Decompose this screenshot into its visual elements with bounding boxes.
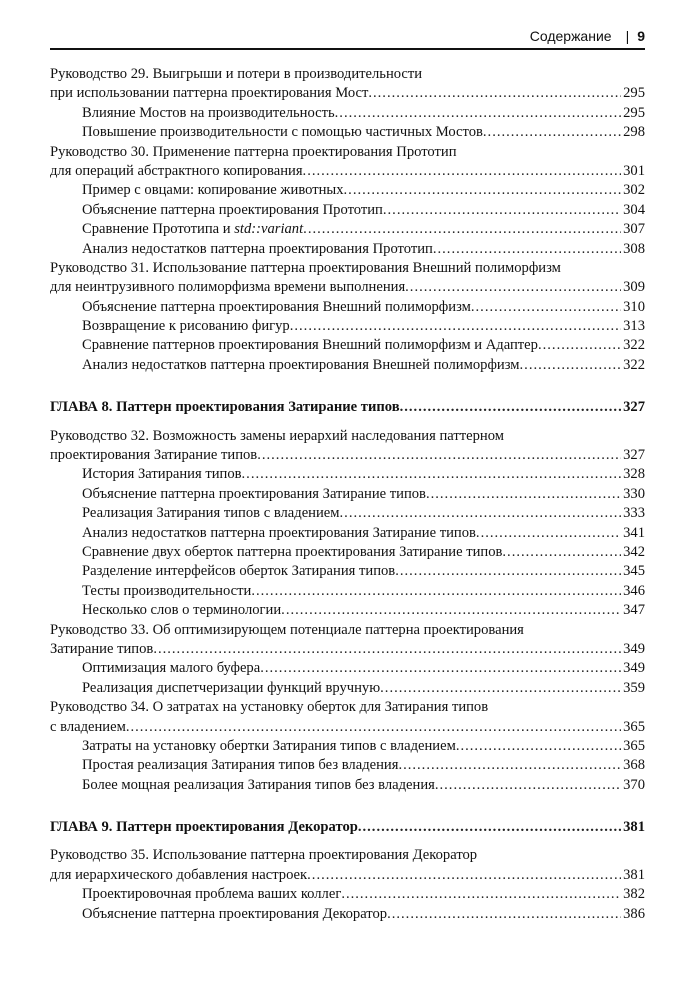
toc-subentry xyxy=(50,885,645,904)
toc-guide-entry xyxy=(50,698,645,737)
dot-leader xyxy=(340,504,622,523)
entry-title-text: Повышение производительности с помощью частичных Мостов xyxy=(82,124,483,141)
entry-title xyxy=(82,220,303,239)
entry-title-text: Сравнение двух оберток паттерна проектирования Затирание типов xyxy=(82,543,503,560)
entry-page-number: 304 xyxy=(623,201,645,218)
entry-title-text: Разделение интерфейсов оберток Затирания типов xyxy=(82,563,396,580)
toc-line xyxy=(50,398,645,417)
entry-title xyxy=(50,846,477,865)
toc-line xyxy=(50,336,645,355)
entry-title-text: Возвращение к рисованию фигур xyxy=(82,318,290,335)
entry-title xyxy=(82,562,395,581)
section-title: Содержание xyxy=(529,28,612,44)
dot-leader xyxy=(426,485,621,504)
entry-page-number: 301 xyxy=(623,162,645,179)
dot-leader xyxy=(433,240,621,259)
entry-title xyxy=(82,465,242,484)
toc-chapter xyxy=(50,818,645,837)
toc-line xyxy=(50,504,645,523)
toc-line xyxy=(50,84,645,103)
table-of-contents xyxy=(50,65,645,924)
dot-leader xyxy=(126,718,621,737)
entry-title xyxy=(50,65,422,84)
dot-leader xyxy=(456,737,621,756)
entry-page-number: 295 xyxy=(623,85,645,102)
entry-title xyxy=(82,298,471,317)
toc-guide-entry xyxy=(50,846,645,885)
toc-line xyxy=(50,446,645,465)
toc-line xyxy=(50,885,645,904)
entry-page-number: 386 xyxy=(623,905,645,922)
toc-line xyxy=(50,104,645,123)
toc-subentry xyxy=(50,201,645,220)
entry-title xyxy=(50,818,358,837)
entry-title-text: Анализ недостатков паттерна проектирования Затирание типов xyxy=(82,524,476,541)
toc-subentry xyxy=(50,465,645,484)
entry-title-text: Объяснение паттерна проектирования Внешний полиморфизм xyxy=(82,298,471,315)
header-separator: | xyxy=(625,28,630,44)
entry-page-number: 341 xyxy=(623,524,645,541)
toc-line xyxy=(50,562,645,581)
toc-line xyxy=(50,201,645,220)
entry-title-text: Несколько слов о терминологии xyxy=(82,602,282,619)
entry-title xyxy=(82,317,290,336)
toc-subentry xyxy=(50,504,645,523)
entry-title xyxy=(50,640,153,659)
entry-page-number: 327 xyxy=(623,447,645,464)
toc-subentry xyxy=(50,543,645,562)
toc-subentry xyxy=(50,220,645,239)
dot-leader xyxy=(251,582,621,601)
toc-line xyxy=(50,485,645,504)
code-term: std::variant xyxy=(234,221,304,238)
entry-title xyxy=(50,621,524,640)
entry-title-text: Простая реализация Затирания типов без владения xyxy=(82,757,399,774)
toc-chapter xyxy=(50,398,645,417)
entry-title-text: Руководство 33. Об оптимизирующем потенциале паттерна проектирования xyxy=(50,621,524,638)
toc-line xyxy=(50,776,645,795)
dot-leader xyxy=(260,659,621,678)
dot-leader xyxy=(380,679,621,698)
entry-page-number: 295 xyxy=(623,104,645,121)
dot-leader xyxy=(303,220,621,239)
toc-line xyxy=(50,298,645,317)
entry-title-text: Оптимизация малого буфера xyxy=(82,660,261,677)
entry-title xyxy=(50,143,457,162)
toc-line xyxy=(50,356,645,375)
entry-title xyxy=(50,698,488,717)
dot-leader xyxy=(435,776,621,795)
dot-leader xyxy=(395,562,621,581)
toc-line xyxy=(50,718,645,737)
entry-page-number: 359 xyxy=(623,679,645,696)
entry-title xyxy=(82,679,380,698)
toc-line xyxy=(50,220,645,239)
entry-title xyxy=(82,123,483,142)
dot-leader xyxy=(368,84,621,103)
toc-subentry xyxy=(50,298,645,317)
toc-subentry xyxy=(50,756,645,775)
entry-page-number: 370 xyxy=(623,776,645,793)
dot-leader xyxy=(281,601,621,620)
entry-title-text: при использовании паттерна проектирования Мост xyxy=(50,85,369,102)
entry-title-text: для операций абстрактного копирования xyxy=(50,162,303,179)
entry-page-number: 346 xyxy=(623,582,645,599)
toc-subentry xyxy=(50,601,645,620)
toc-line xyxy=(50,659,645,678)
dot-leader xyxy=(153,640,621,659)
entry-title-text: Объяснение паттерна проектирования Затирание типов xyxy=(82,485,426,502)
toc-line xyxy=(50,240,645,259)
entry-title xyxy=(50,259,561,278)
entry-title xyxy=(82,776,435,795)
toc-subentry xyxy=(50,679,645,698)
dot-leader xyxy=(303,162,622,181)
toc-line xyxy=(50,737,645,756)
toc-subentry xyxy=(50,905,645,924)
entry-title xyxy=(82,336,538,355)
entry-title-text: Руководство 31. Использование паттерна проектирования Внешний полиморфизм xyxy=(50,259,561,276)
toc-guide-entry xyxy=(50,427,645,466)
toc-line xyxy=(50,65,645,84)
toc-subentry xyxy=(50,524,645,543)
toc-line xyxy=(50,123,645,142)
entry-page-number: 381 xyxy=(623,819,645,836)
entry-title-text: Более мощная реализация Затирания типов без владения xyxy=(82,776,435,793)
entry-title-text: Влияние Мостов на производительность xyxy=(82,104,335,121)
toc-subentry xyxy=(50,485,645,504)
toc-line xyxy=(50,846,645,865)
toc-line xyxy=(50,905,645,924)
entry-page-number: 349 xyxy=(623,640,645,657)
entry-title-text: Затирание типов xyxy=(50,640,154,657)
dot-leader xyxy=(257,446,621,465)
dot-leader xyxy=(383,201,621,220)
entry-page-number: 342 xyxy=(623,543,645,560)
entry-page-number: 322 xyxy=(623,356,645,373)
toc-line xyxy=(50,465,645,484)
entry-title xyxy=(82,240,433,259)
entry-title-text: Затраты на установку обертки Затирания типов с владением xyxy=(82,737,456,754)
toc-subentry xyxy=(50,123,645,142)
dot-leader xyxy=(405,278,621,297)
toc-subentry xyxy=(50,737,645,756)
toc-line xyxy=(50,756,645,775)
entry-page-number: 309 xyxy=(623,279,645,296)
entry-title xyxy=(82,737,456,756)
entry-title-text: Руководство 34. О затратах на установку оберток для Затирания типов xyxy=(50,699,489,716)
entry-title-text: Объяснение паттерна проектирования Прототип xyxy=(82,201,383,218)
dot-leader xyxy=(538,336,621,355)
dot-leader xyxy=(471,298,621,317)
toc-subentry xyxy=(50,659,645,678)
toc-line xyxy=(50,640,645,659)
entry-title-text: Руководство 29. Выигрыши и потери в производительности xyxy=(50,66,423,82)
entry-page-number: 330 xyxy=(623,485,645,502)
entry-title-text: Сравнение Прототипа и xyxy=(82,221,235,238)
entry-page-number: 308 xyxy=(623,240,645,257)
entry-title xyxy=(50,398,400,417)
entry-page-number: 313 xyxy=(623,318,645,335)
dot-leader xyxy=(520,356,622,375)
toc-subentry xyxy=(50,181,645,200)
entry-title-text: Тесты производительности xyxy=(82,582,252,599)
entry-title xyxy=(50,427,504,446)
toc-line xyxy=(50,143,645,162)
toc-guide-entry xyxy=(50,143,645,182)
entry-title xyxy=(82,356,520,375)
entry-title-text: Реализация диспетчеризации функций вручную xyxy=(82,679,381,696)
dot-leader xyxy=(341,885,621,904)
entry-title xyxy=(82,659,260,678)
entry-title xyxy=(82,756,398,775)
toc-subentry xyxy=(50,562,645,581)
entry-page-number: 322 xyxy=(623,337,645,354)
entry-title-text: Руководство 32. Возможность замены иерархий наследования паттерном xyxy=(50,427,504,444)
dot-leader xyxy=(290,317,621,336)
dot-leader xyxy=(307,866,621,885)
toc-line xyxy=(50,524,645,543)
toc-guide-entry xyxy=(50,621,645,660)
toc-subentry xyxy=(50,776,645,795)
toc-line xyxy=(50,698,645,717)
entry-title-text: Проектировочная проблема ваших коллег xyxy=(82,886,342,903)
entry-page-number: 382 xyxy=(623,886,645,903)
entry-page-number: 302 xyxy=(623,182,645,199)
entry-page-number: 368 xyxy=(623,757,645,774)
entry-title xyxy=(50,866,307,885)
entry-title xyxy=(82,201,383,220)
toc-subentry xyxy=(50,104,645,123)
toc-line xyxy=(50,278,645,297)
toc-subentry xyxy=(50,317,645,336)
toc-line xyxy=(50,818,645,837)
entry-title xyxy=(82,543,502,562)
running-header xyxy=(50,28,645,50)
entry-title-text: проектирования Затирание типов xyxy=(50,447,258,464)
toc-subentry xyxy=(50,336,645,355)
dot-leader xyxy=(344,181,622,200)
entry-title xyxy=(82,485,426,504)
entry-title xyxy=(82,885,341,904)
dot-leader xyxy=(483,123,621,142)
toc-line xyxy=(50,679,645,698)
entry-title xyxy=(50,446,257,465)
entry-title-text: Руководство 35. Использование паттерна проектирования Декоратор xyxy=(50,847,478,864)
dot-leader xyxy=(476,524,621,543)
entry-page-number: 365 xyxy=(623,718,645,735)
entry-title-text: История Затирания типов xyxy=(82,466,242,483)
entry-title xyxy=(50,278,405,297)
toc-subentry xyxy=(50,356,645,375)
entry-title-text: ГЛАВА 8. Паттерн проектирования Затирание типов xyxy=(50,399,400,416)
entry-page-number: 347 xyxy=(623,602,645,619)
toc-guide-entry xyxy=(50,259,645,298)
dot-leader xyxy=(398,756,621,775)
dot-leader xyxy=(400,398,622,417)
toc-line xyxy=(50,317,645,336)
entry-title-text: Анализ недостатков паттерна проектирования Внешней полиморфизм xyxy=(82,356,520,373)
dot-leader xyxy=(335,104,621,123)
entry-title xyxy=(82,104,335,123)
entry-title xyxy=(50,84,368,103)
entry-page-number: 328 xyxy=(623,466,645,483)
entry-title-text: Объяснение паттерна проектирования Декоратор xyxy=(82,905,388,922)
toc-line xyxy=(50,543,645,562)
entry-title-text: Пример с овцами: копирование животных xyxy=(82,182,344,199)
toc-line xyxy=(50,181,645,200)
entry-page-number: 333 xyxy=(623,505,645,522)
entry-title xyxy=(82,905,387,924)
entry-title xyxy=(50,162,303,181)
entry-page-number: 345 xyxy=(623,563,645,580)
entry-page-number: 381 xyxy=(623,866,645,883)
toc-line xyxy=(50,162,645,181)
entry-title-text: с владением xyxy=(50,718,126,735)
entry-title-text: Сравнение паттернов проектирования Внешний полиморфизм и Адаптер xyxy=(82,337,538,354)
entry-page-number: 327 xyxy=(623,399,645,416)
page-number: 9 xyxy=(637,28,645,44)
entry-title-text: ГЛАВА 9. Паттерн проектирования Декоратор xyxy=(50,819,358,836)
dot-leader xyxy=(358,818,621,837)
entry-page-number: 365 xyxy=(623,737,645,754)
entry-title-text: Руководство 30. Применение паттерна проектирования Прототип xyxy=(50,143,457,160)
entry-title-text: для неинтрузивного полиморфизма времени выполнения xyxy=(50,279,406,296)
toc-line xyxy=(50,866,645,885)
toc-line xyxy=(50,427,645,446)
entry-title-text: Реализация Затирания типов с владением xyxy=(82,505,340,522)
entry-title xyxy=(50,718,126,737)
dot-leader xyxy=(387,905,621,924)
entry-page-number: 349 xyxy=(623,660,645,677)
entry-page-number: 310 xyxy=(623,298,645,315)
dot-leader xyxy=(502,543,621,562)
entry-title xyxy=(82,601,281,620)
entry-page-number: 298 xyxy=(623,124,645,141)
toc-guide-entry xyxy=(50,65,645,104)
entry-title-text: Анализ недостатков паттерна проектирования Прототип xyxy=(82,240,433,257)
toc-subentry xyxy=(50,240,645,259)
entry-title xyxy=(82,524,476,543)
toc-line xyxy=(50,259,645,278)
toc-subentry xyxy=(50,582,645,601)
entry-title-text: для иерархического добавления настроек xyxy=(50,866,308,883)
toc-line xyxy=(50,601,645,620)
dot-leader xyxy=(242,465,622,484)
toc-line xyxy=(50,582,645,601)
entry-title xyxy=(82,582,251,601)
entry-page-number: 307 xyxy=(623,221,645,238)
entry-title xyxy=(82,181,344,200)
entry-title xyxy=(82,504,340,523)
toc-line xyxy=(50,621,645,640)
